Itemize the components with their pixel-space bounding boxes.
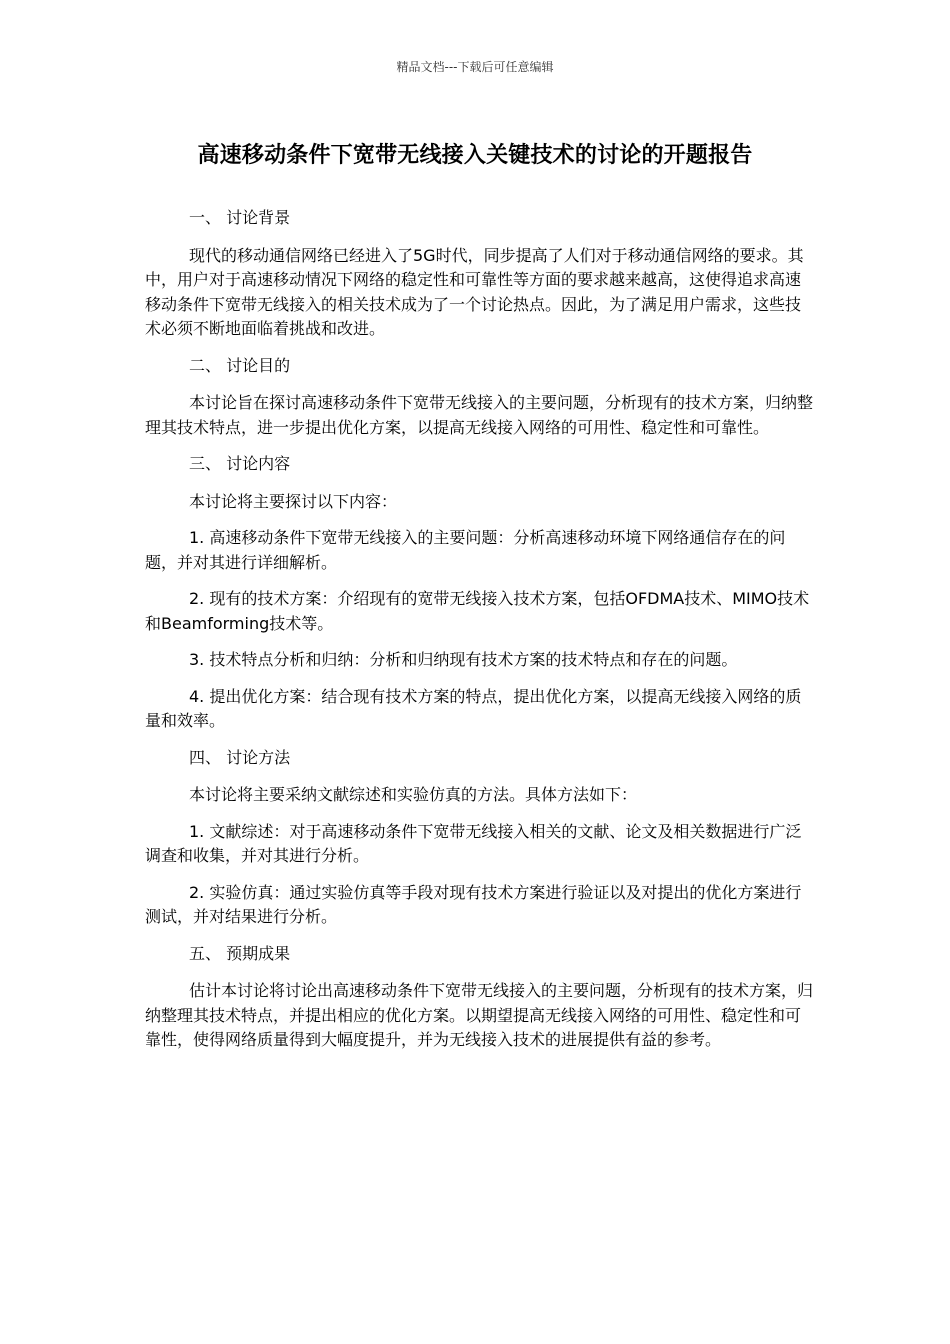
- section-heading-purpose: 二、 讨论目的: [189, 355, 291, 375]
- list-item: 2. 现有的技术方案：介绍现有的宽带无线接入技术方案，包括OFDMA技术、MIMO技术和Beamforming技术等。: [145, 589, 810, 633]
- document-title: 高速移动条件下宽带无线接入关键技术的讨论的开题报告: [197, 143, 753, 168]
- section-heading-results: 五、 预期成果: [189, 943, 291, 963]
- list-item: 2. 实验仿真：通过实验仿真等手段对现有技术方案进行验证以及对提出的优化方案进行测试，并对结果进行分析。: [145, 882, 802, 926]
- section-heading-background: 一、 讨论背景: [189, 208, 291, 227]
- section-paragraph-purpose: 本讨论旨在探讨高速移动条件下宽带无线接入的主要问题，分析现有的技术方案，归纳整理其技术特点，进一步提出优化方案，以提高无线接入网络的可用性、稳定性和可靠性。: [145, 393, 814, 437]
- list-item: 1. 文献综述：对于高速移动条件下宽带无线接入相关的文献、论文及相关数据进行广泛调查和收集，并对其进行分析。: [145, 821, 802, 865]
- section-heading-content: 三、 讨论内容: [189, 454, 291, 473]
- list-item: 3. 技术特点分析和归纳：分析和归纳现有技术方案的技术特点和存在的问题。: [189, 650, 738, 669]
- header-note: 精品文档---下载后可任意编辑: [396, 60, 554, 74]
- section-intro-content: 本讨论将主要探讨以下内容：: [189, 491, 398, 511]
- section-paragraph-background: 现代的移动通信网络已经进入了5G时代，同步提高了人们对于移动通信网络的要求。其中，用户对于高速移动情况下网络的稳定性和可靠性等方面的要求越来越高，这使得追求高速移动条件下宽带无线接入的相关技术成为了一个讨论热点。因此，为了满足用户需求，这些技术必须不断地面临着挑战和改进。: [145, 245, 804, 338]
- document-body: [145, 206, 813, 1065]
- section-intro-method: 本讨论将主要采纳文献综述和实验仿真的方法。具体方法如下：: [189, 785, 638, 804]
- list-item: 1. 高速移动条件下宽带无线接入的主要问题：分析高速移动环境下网络通信存在的问题，并对其进行详细解析。: [145, 528, 786, 572]
- list-item: 4. 提出优化方案：结合现有技术方案的特点，提出优化方案，以提高无线接入网络的质量和效率。: [145, 686, 802, 730]
- section-paragraph-results: 估计本讨论将讨论出高速移动条件下宽带无线接入的主要问题，分析现有的技术方案，归纳整理其技术特点，并提出相应的优化方案。以期望提高无线接入网络的可用性、稳定性和可靠性，使得网络质量得到大幅度提升，并为无线接入技术的进展提供有益的参考。: [145, 981, 814, 1049]
- section-heading-method: 四、 讨论方法: [189, 747, 291, 767]
